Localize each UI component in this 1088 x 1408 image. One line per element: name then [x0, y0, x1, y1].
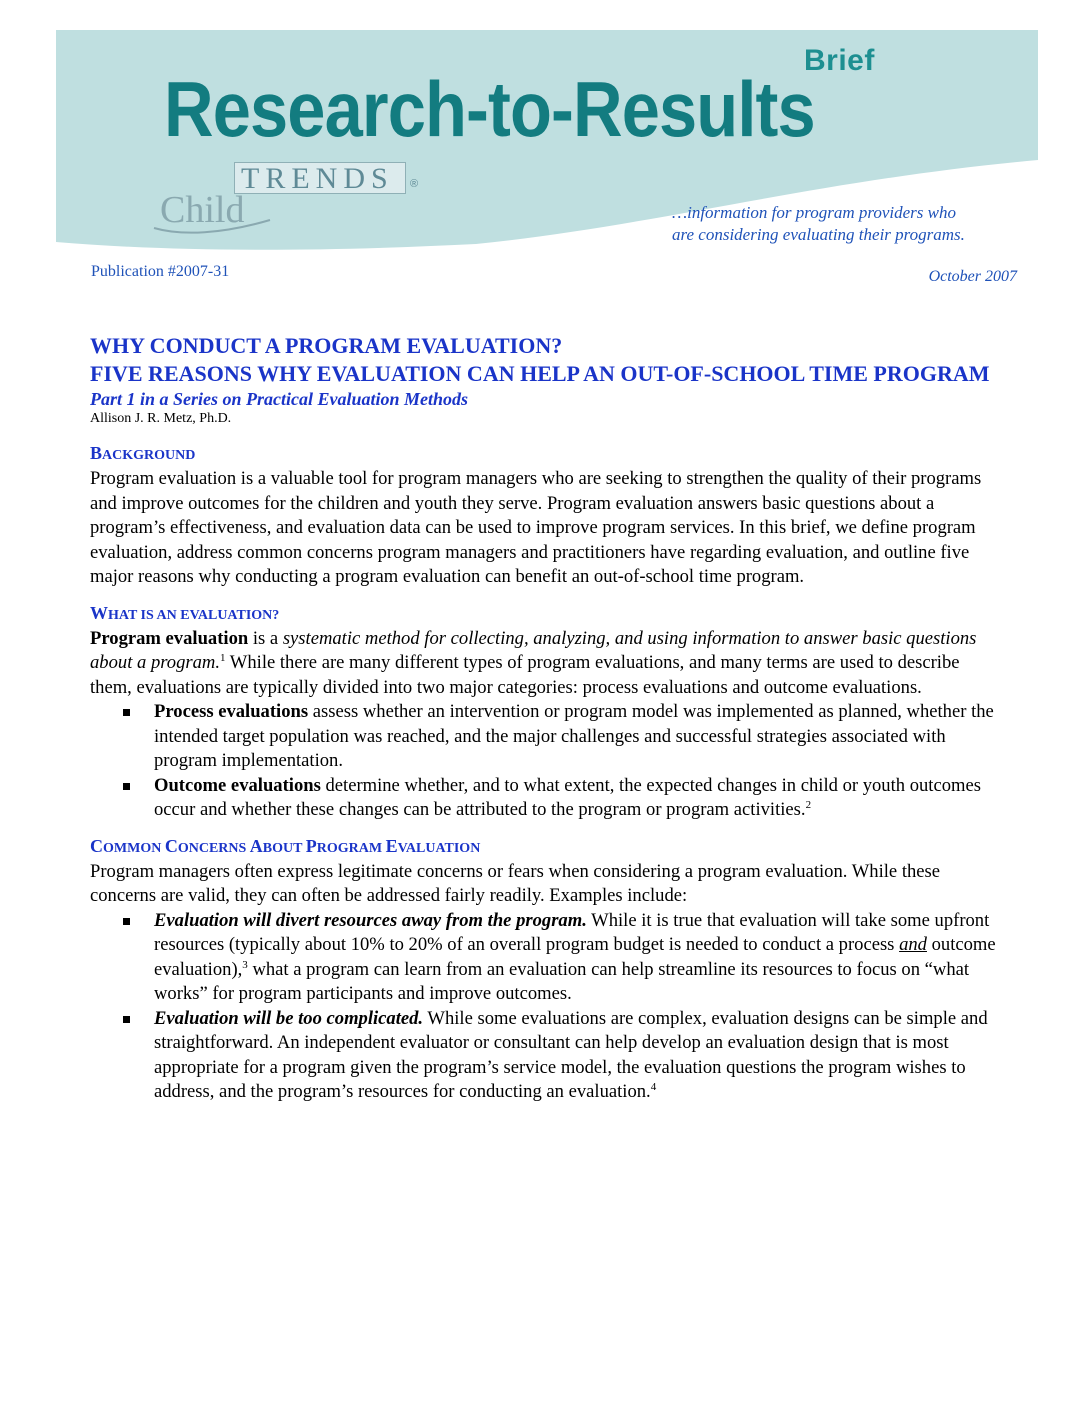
- author-byline: Allison J. R. Metz, Ph.D.: [90, 411, 232, 426]
- definition-term: Program evaluation: [90, 627, 249, 649]
- list-item-process-evaluations: Process evaluations assess whether an intervention or program model was implemented as planned, whether the intended target population was reached, and the major challenges and successful strategies associated with program implementation.: [90, 700, 1005, 774]
- section-heading-what-is-evaluation: WHAT IS AN EVALUATION?: [90, 602, 280, 623]
- footnote-ref-3[interactable]: 3: [242, 958, 248, 971]
- list-item-outcome-evaluations: Outcome evaluations determine whether, and to what extent, the expected changes in child or youth outcomes occur and whether these changes can be attributed to the program or program activities.$^2$: [90, 774, 1005, 823]
- list-item-too-complicated: Evaluation will be too complicated. While some evaluations are complex, evaluation designs can be simple and straightforward. An independent evaluator or consultant can help develop an evaluation design that is most appropriate for a program given the program’s service model, the evaluation questions the program wishes to address, and the program’s resources for conducting an evaluation.$^4$: [90, 1007, 1005, 1105]
- concerns-intro: Program managers often express legitimate concerns or fears when considering a program evaluation. While these concerns are valid, they can often be addressed fairly readily. Examples include:: [90, 860, 941, 906]
- bullet-marker: [123, 1016, 130, 1023]
- bullet-marker: [123, 783, 130, 790]
- document-title: [90, 332, 1005, 388]
- list-item-divert-resources: Evaluation will divert resources away from the program. While it is true that evaluation will take some upfront resources (typically about 10% to 20% of an overall program budget is needed to conduct a process and outcome evaluation),$^3$ what a program can learn from an evaluation can help streamline its resources to focus on “what works” for program participants and improve outcomes.: [90, 909, 1005, 1007]
- bullet-marker: [123, 918, 130, 925]
- publication-series-title: Research-to-Results: [164, 65, 815, 153]
- registered-mark: ®: [410, 178, 419, 190]
- footnote-ref-1[interactable]: 1: [220, 652, 226, 664]
- publication-number: Publication #2007-31: [91, 263, 230, 280]
- footnote-ref-4[interactable]: 4: [650, 1081, 657, 1093]
- concerns-list: [90, 909, 1005, 1105]
- section-heading-background: BACKGROUND: [90, 443, 196, 463]
- title-line2: FIVE REASONS WHY EVALUATION CAN HELP AN OUT-OF-SCHOOL TIME PROGRAM: [90, 361, 990, 386]
- background-paragraph: Program evaluation is a valuable tool for program managers who are seeking to strengthen the quality of their programs and improve outcomes for the children and youth they serve. Program evaluation answers basic questions about a program’s effectiveness, and evaluation data can be used to improve program services. In this brief, we define program evaluation, address common concerns program managers and practitioners have regarding evaluation, and outline five major reasons why conducting a program evaluation can benefit an out-of-school time program.: [90, 468, 982, 587]
- section-heading-common-concerns: COMMON CONCERNS ABOUT PROGRAM EVALUATION: [90, 835, 481, 856]
- tagline-line1: …information for program providers who: [672, 203, 956, 222]
- tagline-line2: are considering evaluating their programs.: [672, 225, 965, 244]
- definition-paragraph: Program evaluation is a systematic method for collecting, analyzing, and using information to answer basic questions about a program.$^1$ While there are many different types of program evaluations, and many terms are used to describe them, evaluations are typically divided into two major categories: process evaluations and outcome evaluations.: [90, 627, 977, 698]
- brief-label: Brief: [804, 44, 875, 77]
- evaluation-types-list: [90, 700, 1005, 823]
- bullet-marker: [123, 709, 130, 716]
- child-trends-logo-trends: TRENDS: [234, 162, 406, 194]
- logo-swoosh-icon: [152, 216, 272, 236]
- title-line1: WHY CONDUCT A PROGRAM EVALUATION?: [90, 333, 563, 358]
- definition-text: systematic method for collecting, analyzing, and using information to answer basic questions about a program.: [90, 627, 977, 673]
- brief-content: [90, 332, 1005, 1105]
- series-subtitle: Part 1 in a Series on Practical Evaluation Methods: [90, 389, 469, 409]
- child-trends-logo-child: Child: [160, 189, 245, 231]
- publication-date: October 2007: [928, 268, 1017, 285]
- footnote-ref-2[interactable]: 2: [805, 799, 812, 811]
- tagline: [620, 202, 1020, 246]
